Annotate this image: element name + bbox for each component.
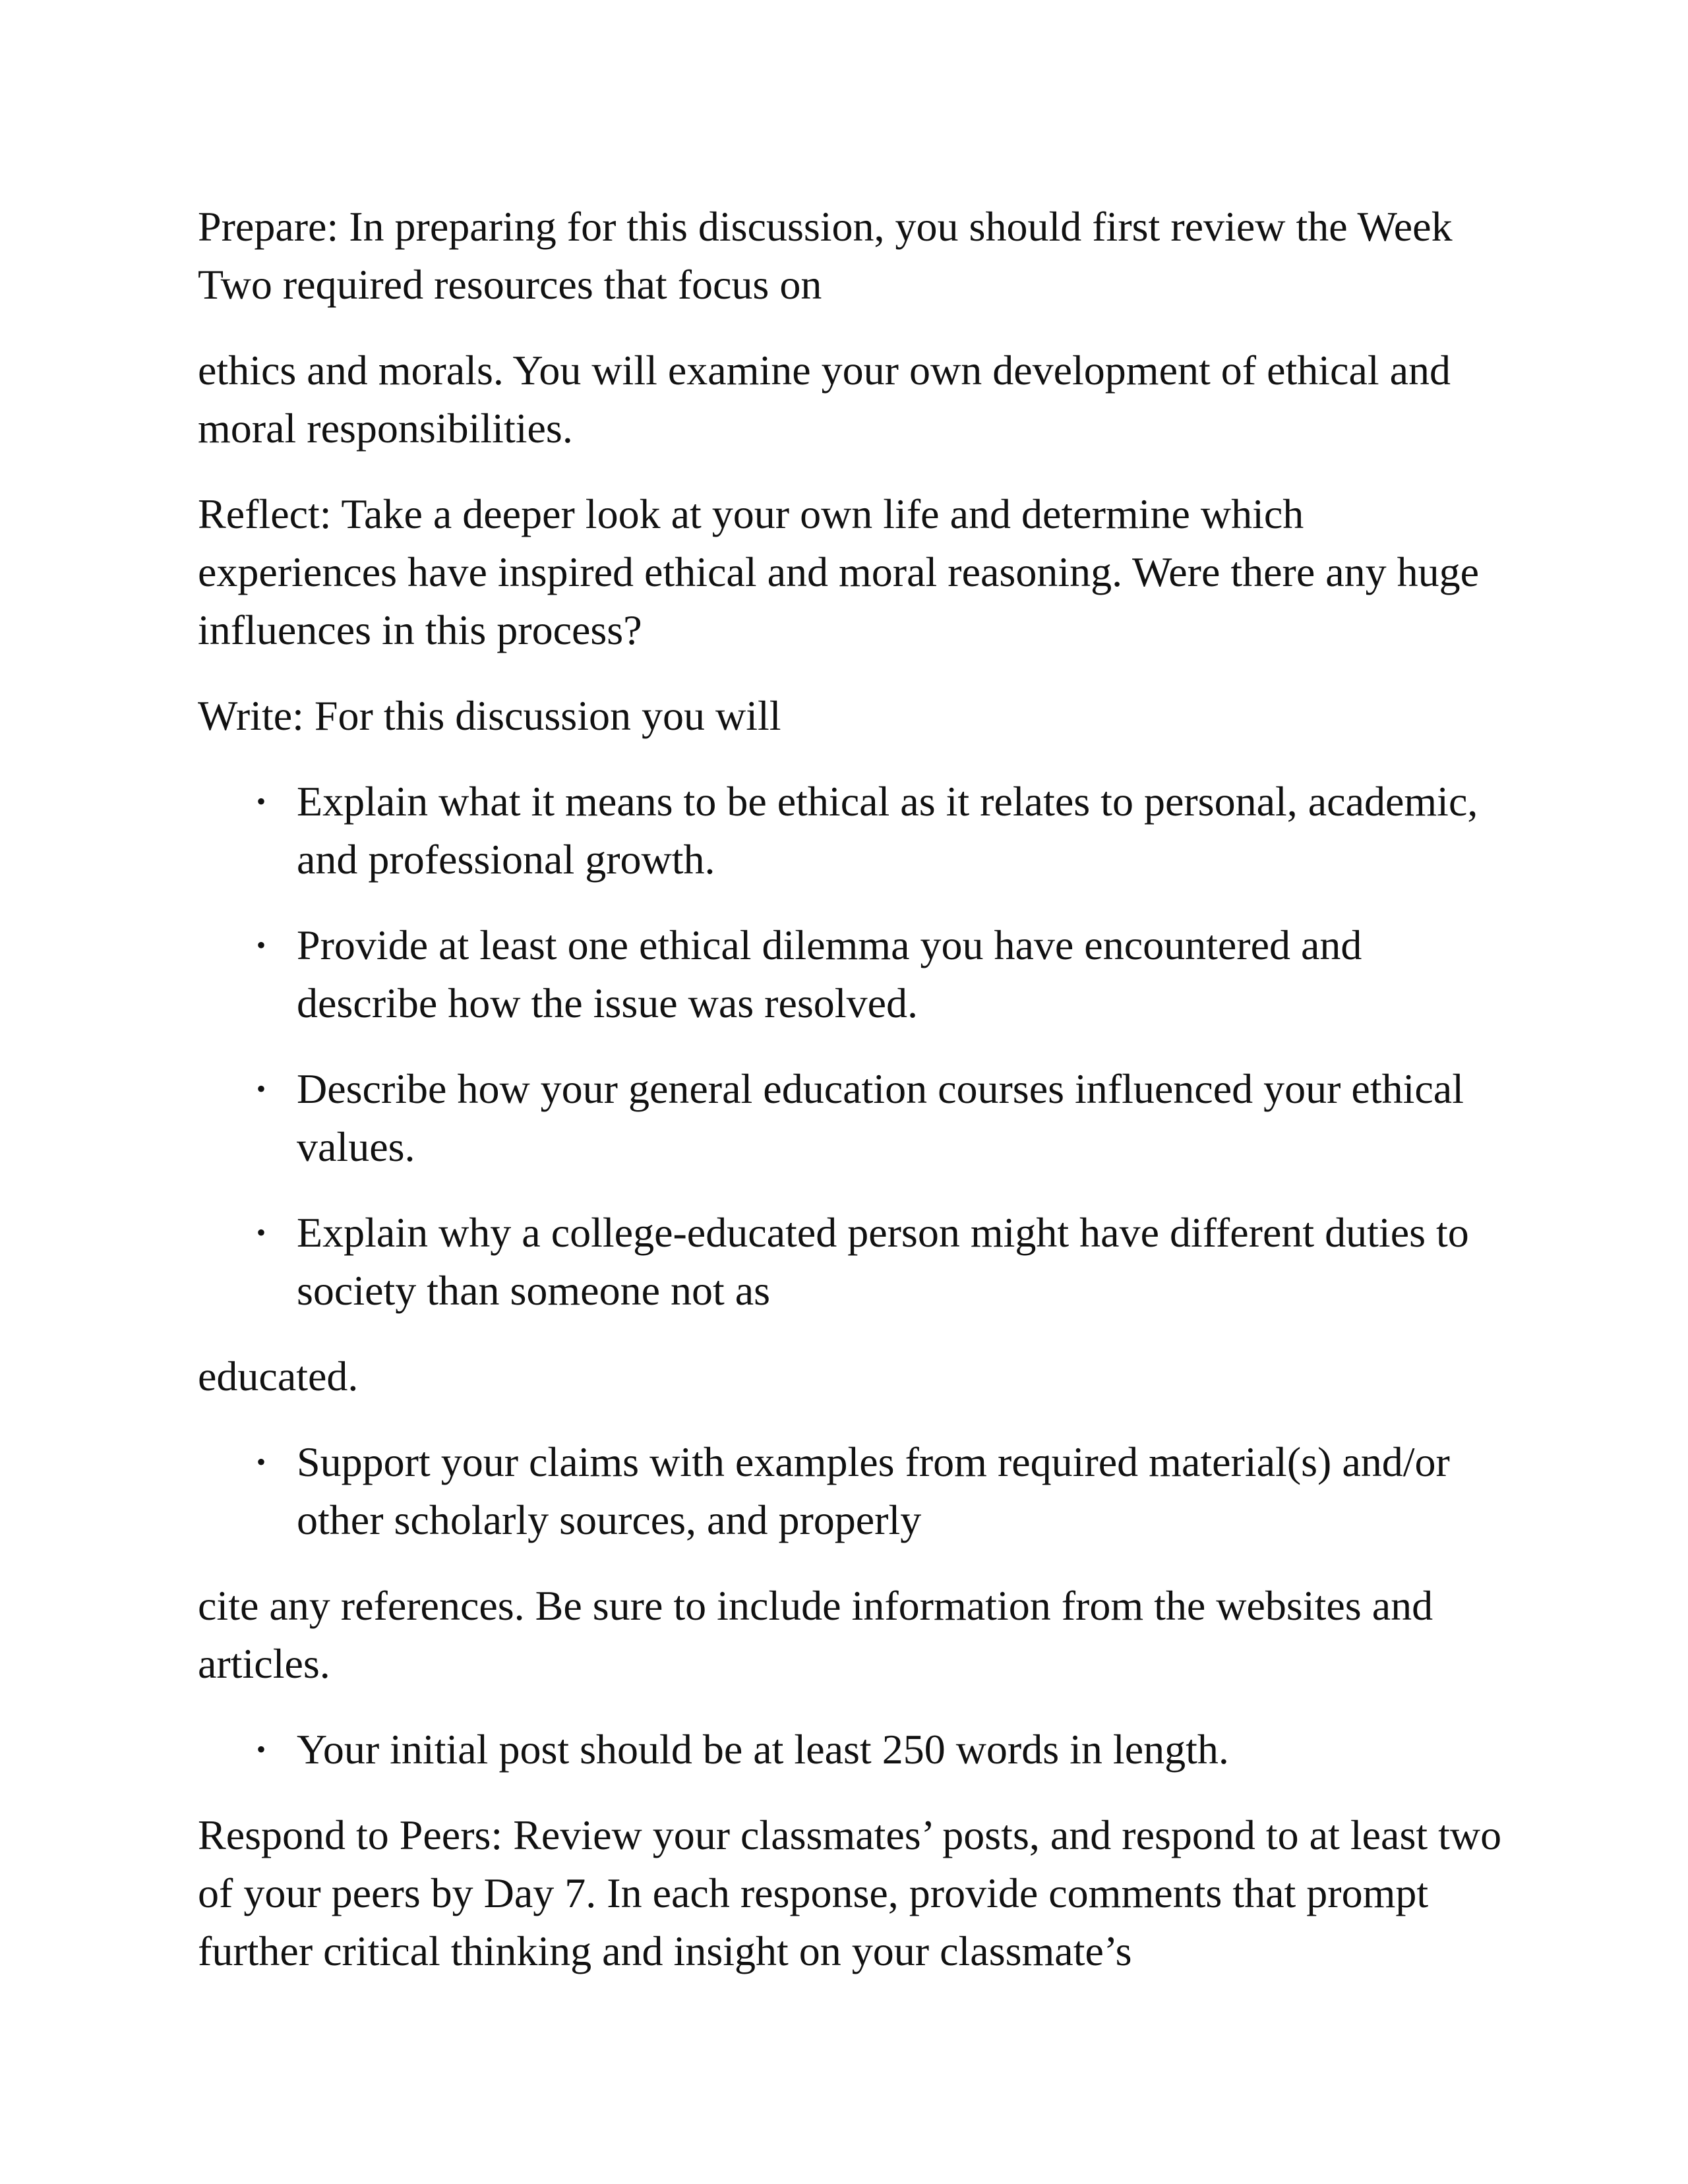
list-item-text: Your initial post should be at least 250 words in length. [297,1726,1229,1773]
list-item [198,1204,1510,1320]
paragraph-educated: educated. [198,1353,359,1400]
bullet-icon: • [256,930,266,960]
list-item-text: Support your claims with examples from required material(s) and/or other scholarly sources, and properly [297,1438,1450,1543]
bullet-list-write-tasks [198,773,1510,1320]
bullet-icon: • [256,1734,266,1764]
bullet-list-length [198,1721,1510,1779]
list-item-text: Explain why a college-educated person might have different duties to society than someone not as [297,1209,1469,1314]
paragraph-write: Write: For this discussion you will [198,692,781,739]
list-item [198,1433,1510,1549]
bullet-icon: • [256,1074,266,1104]
bullet-icon: • [256,1218,266,1247]
paragraph-ethics: ethics and morals. You will examine your own development of ethical and moral responsibilities. [198,347,1451,452]
list-item [198,916,1510,1032]
list-item [198,773,1510,889]
bullet-list-support [198,1433,1510,1549]
document-body [198,198,1510,2008]
paragraph-respond: Respond to Peers: Review your classmates’ posts, and respond to at least two of your peers by Day 7. In each response, provide comments that prompt further critical thinking and insight on your classmate’s [198,1812,1502,1974]
bullet-icon: • [256,1447,266,1477]
bullet-icon: • [256,786,266,816]
list-item [198,1721,1510,1779]
list-item-text: Describe how your general education courses influenced your ethical values. [297,1065,1464,1170]
list-item-text: Provide at least one ethical dilemma you have encountered and describe how the issue was resolved. [297,922,1362,1026]
list-item-text: Explain what it means to be ethical as it relates to personal, academic, and professional growth. [297,778,1478,883]
paragraph-prepare: Prepare: In preparing for this discussion, you should first review the Week Two required resources that focus on [198,203,1453,308]
list-item [198,1060,1510,1176]
paragraph-cite: cite any references. Be sure to include information from the websites and articles. [198,1582,1433,1687]
paragraph-reflect: Reflect: Take a deeper look at your own life and determine which experiences have inspired ethical and moral reasoning. Were there any huge influences in this process? [198,490,1480,653]
